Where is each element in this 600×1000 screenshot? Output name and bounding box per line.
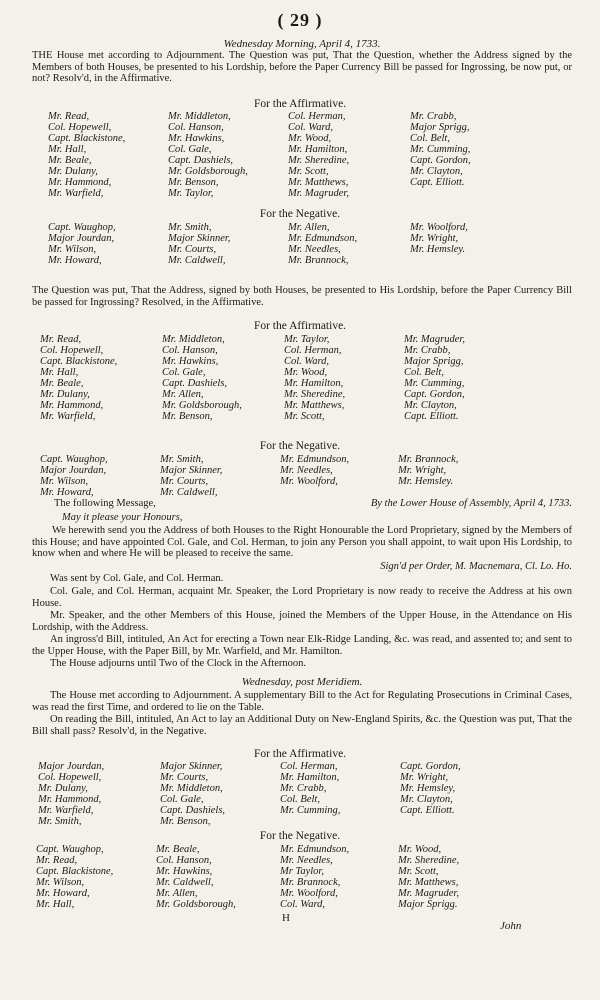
member-name: Col. Gale, [162, 367, 206, 378]
member-name: Mr. Goldsborough, [162, 400, 242, 411]
vote3-aff-col-3 [280, 761, 340, 816]
message-signature: Sign'd per Order, M. Macnemara, Cl. Lo. Ho. [380, 561, 572, 572]
vote3-neg-col-3 [280, 844, 349, 910]
member-name: Mr. Warfield, [38, 805, 94, 816]
member-name: Col. Belt, [280, 794, 320, 805]
member-name: Mr. Goldsborough, [168, 166, 248, 177]
member-name: Mr. Crabb, [280, 783, 327, 794]
member-name: Mr. Middleton, [160, 783, 223, 794]
vote3-neg-col-2 [156, 844, 236, 910]
message-intro: The following Message, [54, 498, 156, 509]
message-body: We herewith send you the Address of both Houses to the Right Honourable the Lord Proprietary, signed by the Members of this House; and have appointed Col. Gale, and Col. Herman, to join any Person you shall appoint, to wait upon His Lordship, to know when and where He will be pleased to receive the same. [32, 525, 572, 559]
member-name: Mr. Courts, [160, 772, 209, 783]
member-name: Mr. Hall, [40, 367, 79, 378]
member-name: Col. Gale, [160, 794, 204, 805]
vote3-aff-col-1 [38, 761, 104, 827]
member-name: Mr. Wood, [284, 367, 328, 378]
vote1-affirmative-heading: For the Affirmative. [253, 98, 347, 110]
member-name: Mr. Brannock, [280, 877, 341, 888]
member-name: Mr. Caldwell, [160, 487, 218, 498]
member-name: Mr. Dulany, [40, 389, 90, 400]
member-name: Mr. Hawkins, [156, 866, 213, 877]
member-name: Col. Ward, [284, 356, 330, 367]
message-sent-by: Was sent by Col. Gale, and Col. Herman. [50, 573, 224, 584]
vote1-aff-col-1 [48, 111, 125, 199]
paragraph-attendance: Mr. Speaker, and the other Members of this House, joined the Members of the Upper House, in the Attendance on His Lordship, with the Address. [32, 610, 572, 633]
member-name: Mr. Wilson, [40, 476, 89, 487]
member-name: Mr. Courts, [160, 476, 209, 487]
member-name: Col. Belt, [404, 367, 444, 378]
member-name: Capt. Gordon, [404, 389, 465, 400]
member-name: Mr. Beale, [156, 844, 200, 855]
member-name: Major Skinner, [168, 233, 231, 244]
member-name: Mr. Wright, [400, 772, 449, 783]
member-name: Mr. Howard, [40, 487, 94, 498]
member-name: Mr. Clayton, [410, 166, 463, 177]
message-header [32, 498, 572, 510]
member-name: Col. Hopewell, [48, 122, 112, 133]
member-name: Col. Hopewell, [38, 772, 102, 783]
member-name: Mr. Benson, [162, 411, 213, 422]
paragraph-ingrossed-bill: An ingross'd Bill, intituled, An Act for erecting a Town near Elk-Ridge Landing, &c. was read, and assented to; and sent to the Upper House, with the Paper Bill, by Mr. Warfield, and Mr. Hamilton. [32, 634, 572, 657]
vote2-neg-col-3 [280, 454, 349, 487]
session-date-morning: Wednesday Morning, April 4, 1733. [223, 38, 381, 50]
member-name: Col. Herman, [288, 111, 346, 122]
member-name: Mr. Wilson, [36, 877, 85, 888]
session-date-afternoon: Wednesday, post Meridiem. [241, 676, 363, 688]
member-name: Capt. Elliott. [410, 177, 465, 188]
member-name: Major Jourdan, [38, 761, 105, 772]
member-name: Major Sprigg, [404, 356, 464, 367]
member-name: Mr. Magruder, [404, 334, 465, 345]
member-name: Col. Hanson, [162, 345, 218, 356]
vote1-neg-col-1 [48, 222, 116, 266]
member-name: Major Skinner, [160, 761, 223, 772]
member-name: Mr. Clayton, [404, 400, 457, 411]
vote2-affirmative-heading: For the Affirmative. [253, 320, 347, 332]
member-name: Mr Taylor, [280, 866, 324, 877]
member-name: Mr. Scott, [398, 866, 439, 877]
signature-mark: H [282, 912, 290, 924]
vote3-neg-col-4 [398, 844, 459, 910]
member-name: Mr. Benson, [160, 816, 211, 827]
member-name: Mr. Clayton, [400, 794, 453, 805]
member-name: Mr. Taylor, [284, 334, 330, 345]
member-name: Mr. Middleton, [162, 334, 225, 345]
member-name: Capt. Dashiels, [168, 155, 234, 166]
vote2-neg-col-4 [398, 454, 458, 487]
member-name: Mr. Caldwell, [168, 255, 226, 266]
member-name: Mr. Dulany, [48, 166, 98, 177]
paragraph-adjournment: The House adjourns until Two of the Clock in the Afternoon. [50, 658, 306, 669]
member-name: Mr. Howard, [36, 888, 90, 899]
member-name: Col. Belt, [410, 133, 450, 144]
vote2-aff-col-3 [284, 334, 345, 422]
member-name: Mr. Woolford, [280, 476, 338, 487]
member-name: Col. Hanson, [156, 855, 212, 866]
vote3-aff-col-2 [160, 761, 225, 827]
member-name: Mr. Smith, [38, 816, 82, 827]
member-name: Mr. Dulany, [38, 783, 88, 794]
paragraph-new-england-spirits: On reading the Bill, intituled, An Act to lay an Additional Duty on New-England Spirits, &c. the Question was put, That the Bill shall pass? Resolv'd, in the Negative. [32, 714, 572, 737]
vote3-negative-heading: For the Negative. [259, 830, 341, 842]
member-name: Major Skinner, [160, 465, 223, 476]
paragraph-question-address: THE House met according to Adjournment. The Question was put, That the Question, whether the Address signed by the Members of both Houses, be presented to his Lordship, before the Paper Currency Bill be passed for Ingrossing, be now put, or not? Resolv'd, in the Affirmative. [32, 50, 572, 84]
member-name: Capt. Dashiels, [162, 378, 228, 389]
member-name: Mr. Hammond, [48, 177, 112, 188]
member-name: Mr. Hamilton, [284, 378, 344, 389]
member-name: Mr. Courts, [168, 244, 217, 255]
member-name: Capt. Blackistone, [36, 866, 114, 877]
member-name: Col. Ward, [288, 122, 334, 133]
vote1-neg-col-4 [410, 222, 468, 255]
vote1-aff-col-2 [168, 111, 248, 199]
member-name: Mr. Read, [36, 855, 78, 866]
member-name: Mr. Magruder, [288, 188, 349, 199]
member-name: Mr. Wilson, [48, 244, 97, 255]
vote1-negative-heading: For the Negative. [259, 208, 341, 220]
member-name: Mr. Read, [40, 334, 82, 345]
member-name: Mr. Allen, [162, 389, 204, 400]
member-name: Mr. Beale, [48, 155, 92, 166]
member-name: Mr. Edmundson, [280, 454, 350, 465]
page-number: ( 29 ) [277, 10, 323, 30]
vote1-aff-col-4 [410, 111, 471, 188]
member-name: Mr. Woolford, [280, 888, 338, 899]
member-name: Mr. Needles, [280, 855, 333, 866]
member-name: Mr. Needles, [280, 465, 333, 476]
member-name: Mr. Read, [48, 111, 90, 122]
member-name: Mr. Matthews, [284, 400, 345, 411]
member-name: Mr. Hammond, [40, 400, 104, 411]
member-name: Mr. Wood, [398, 844, 442, 855]
member-name: Mr. Edmundson, [280, 844, 350, 855]
member-name: Mr. Hemsley. [398, 476, 454, 487]
member-name: Mr. Howard, [48, 255, 102, 266]
vote1-aff-col-3 [288, 111, 349, 199]
member-name: Mr. Goldsborough, [156, 899, 236, 910]
member-name: Mr. Smith, [160, 454, 204, 465]
member-name: Mr. Benson, [168, 177, 219, 188]
vote1-neg-col-2 [168, 222, 230, 266]
member-name: Mr. Scott, [288, 166, 329, 177]
paragraph-proprietary-ready: Col. Gale, and Col. Herman, acquaint Mr. Speaker, the Lord Proprietary is now ready to receive the Address at his own House. [32, 586, 572, 609]
vote2-neg-col-1 [40, 454, 108, 498]
member-name: Capt. Waughop, [36, 844, 104, 855]
member-name: Capt. Gordon, [410, 155, 471, 166]
member-name: Col. Ward, [280, 899, 326, 910]
member-name: Capt. Blackistone, [48, 133, 126, 144]
member-name: Mr. Cumming, [404, 378, 465, 389]
member-name: Mr. Warfield, [48, 188, 104, 199]
member-name: Mr. Hawkins, [162, 356, 219, 367]
member-name: Mr. Woolford, [410, 222, 468, 233]
member-name: Mr. Caldwell, [156, 877, 214, 888]
member-name: Col. Gale, [168, 144, 212, 155]
member-name: Mr. Allen, [288, 222, 330, 233]
member-name: Mr. Taylor, [168, 188, 214, 199]
member-name: Mr. Hamilton, [280, 772, 340, 783]
vote2-neg-col-2 [160, 454, 222, 498]
vote3-affirmative-heading: For the Affirmative. [253, 748, 347, 760]
vote1-neg-col-3 [288, 222, 357, 266]
member-name: Mr. Magruder, [398, 888, 459, 899]
member-name: Mr. Matthews, [288, 177, 349, 188]
member-name: Mr. Scott, [284, 411, 325, 422]
member-name: Capt. Dashiels, [160, 805, 226, 816]
member-name: Mr. Cumming, [410, 144, 471, 155]
vote2-aff-col-4 [404, 334, 465, 422]
member-name: Mr. Crabb, [404, 345, 451, 356]
member-name: Mr. Beale, [40, 378, 84, 389]
member-name: Mr. Edmundson, [288, 233, 358, 244]
member-name: Mr. Hemsley, [400, 783, 456, 794]
member-name: Mr. Warfield, [40, 411, 96, 422]
member-name: Capt. Blackistone, [40, 356, 118, 367]
member-name: Mr. Smith, [168, 222, 212, 233]
member-name: Mr. Allen, [156, 888, 198, 899]
member-name: Mr. Sheredine, [398, 855, 460, 866]
member-name: Capt. Elliott. [404, 411, 459, 422]
member-name: Mr. Hawkins, [168, 133, 225, 144]
member-name: Mr. Brannock, [398, 454, 459, 465]
member-name: Mr. Wright, [398, 465, 447, 476]
paragraph-supplementary-bill: The House met according to Adjournment. A supplementary Bill to the Act for Regulating Prosecutions in Criminal Cases, was read the first Time, and ordered to lie on the Table. [32, 690, 572, 713]
member-name: Col. Hanson, [168, 122, 224, 133]
member-name: Mr. Brannock, [288, 255, 349, 266]
member-name: Capt. Waughop, [40, 454, 108, 465]
member-name: Mr. Middleton, [168, 111, 231, 122]
member-name: Mr. Needles, [288, 244, 341, 255]
vote2-aff-col-2 [162, 334, 242, 422]
member-name: Mr. Matthews, [398, 877, 459, 888]
member-name: Col. Herman, [280, 761, 338, 772]
member-name: Mr. Sheredine, [284, 389, 346, 400]
member-name: Mr. Crabb, [410, 111, 457, 122]
member-name: Mr. Wright, [410, 233, 459, 244]
message-salutation: May it please your Honours, [62, 512, 183, 523]
member-name: Major Sprigg. [398, 899, 458, 910]
catchword: John [500, 920, 522, 932]
member-name: Capt. Elliott. [400, 805, 455, 816]
vote2-aff-col-1 [40, 334, 117, 422]
message-source: By the Lower House of Assembly, April 4, 1733. [370, 498, 572, 509]
paragraph-question-presentation: The Question was put, That the Address, signed by both Houses, be presented to His Lordship, before the Paper Currency Bill be passed for Ingrossing? Resolved, in the Affirmative. [32, 285, 572, 308]
member-name: Mr. Hemsley. [410, 244, 466, 255]
member-name: Mr. Hall, [36, 899, 75, 910]
vote2-negative-heading: For the Negative. [259, 440, 341, 452]
member-name: Mr. Hammond, [38, 794, 102, 805]
member-name: Capt. Waughop, [48, 222, 116, 233]
vote3-neg-col-1 [36, 844, 113, 910]
member-name: Mr. Hamilton, [288, 144, 348, 155]
member-name: Col. Hopewell, [40, 345, 104, 356]
member-name: Mr. Wood, [288, 133, 332, 144]
member-name: Mr. Sheredine, [288, 155, 350, 166]
member-name: Major Jourdan, [40, 465, 107, 476]
member-name: Col. Herman, [284, 345, 342, 356]
member-name: Major Jourdan, [48, 233, 115, 244]
vote3-aff-col-4 [400, 761, 461, 816]
member-name: Mr. Hall, [48, 144, 87, 155]
member-name: Major Sprigg, [410, 122, 470, 133]
member-name: Mr. Cumming, [280, 805, 341, 816]
member-name: Capt. Gordon, [400, 761, 461, 772]
